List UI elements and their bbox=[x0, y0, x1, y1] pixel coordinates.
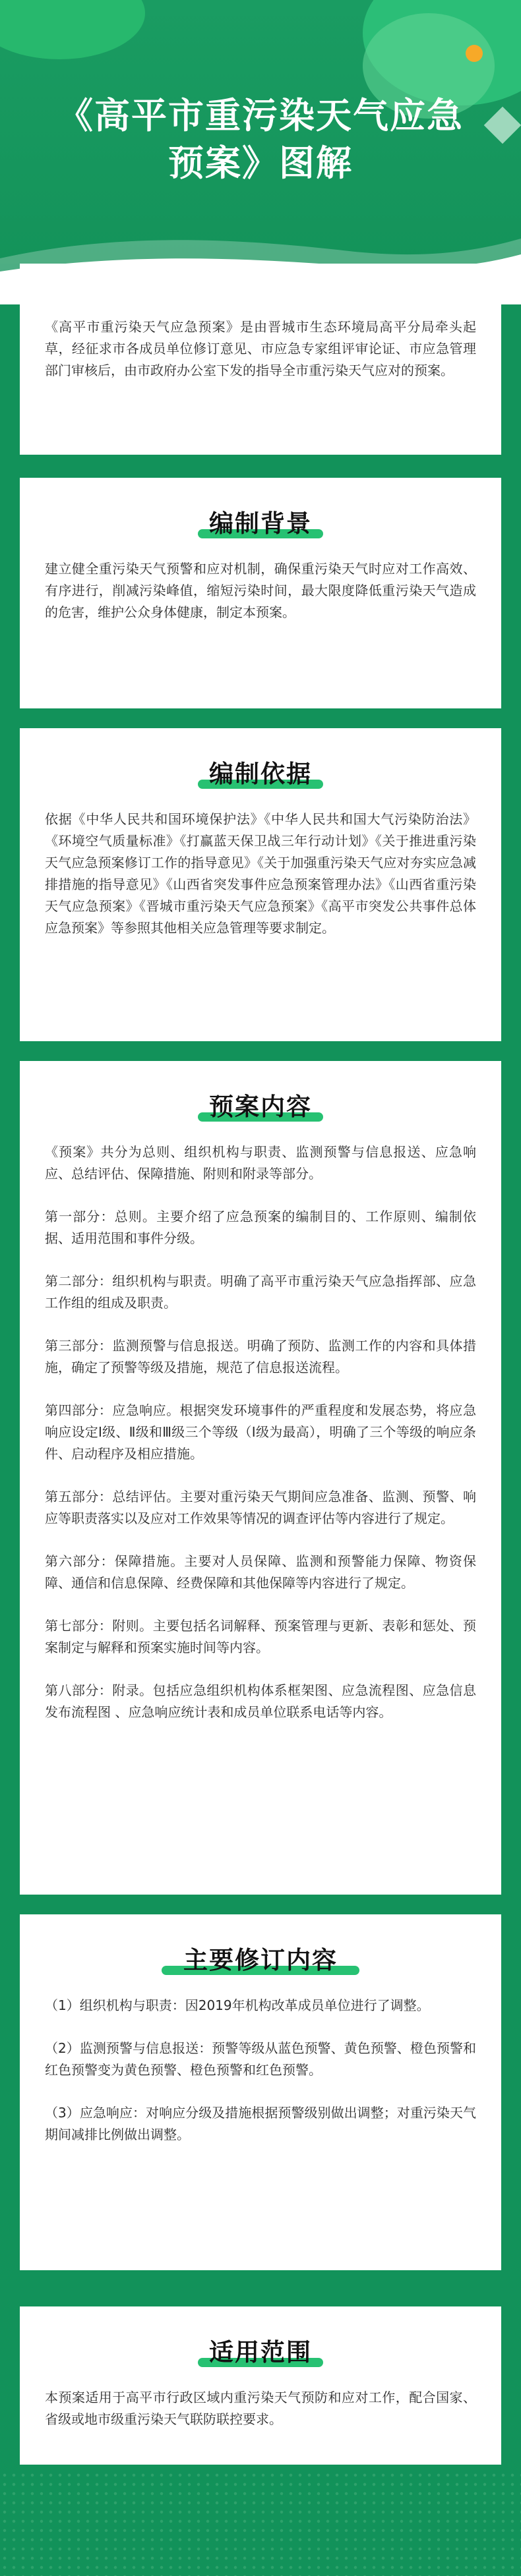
revision-item: （1）组织机构与职责：因2019年机构改革成员单位进行了调整。 bbox=[45, 1997, 430, 2013]
content-paragraph: 第三部分：监测预警与信息报送。明确了预防、监测工作的内容和具体措施，确定了预警等级及措施，规范了信息报送流程。 bbox=[45, 1338, 476, 1375]
background-text: 建立健全重污染天气预警和应对机制，确保重污染天气时应对工作高效、有序进行，削减污染峰值，缩短污染时间，最大限度降低重污染天气造成的危害，维护公众身体健康，制定本预案。 bbox=[45, 561, 476, 620]
section-heading-content: 预案内容 bbox=[45, 1087, 476, 1127]
background-card bbox=[20, 478, 501, 708]
content-paragraphs bbox=[45, 1141, 476, 1723]
orange-circle-icon bbox=[466, 45, 483, 62]
scope-card bbox=[20, 2306, 501, 2465]
title-line-1: 《高平市重污染天气应急 bbox=[57, 95, 464, 136]
content-paragraph: 第二部分：组织机构与职责。明确了高平市重污染天气应急指挥部、应急工作组的组成及职责。 bbox=[45, 1273, 476, 1311]
revision-item: （3）应急响应：对响应分级及措施根据预警级别做出调整；对重污染天气期间减排比例做出调整。 bbox=[45, 2105, 476, 2142]
basis-card bbox=[20, 728, 501, 1041]
section-heading-basis: 编制依据 bbox=[45, 755, 476, 794]
content-card bbox=[20, 1061, 501, 1895]
decor-blob bbox=[0, 0, 145, 59]
content-paragraph: 《预案》共分为总则、组织机构与职责、监测预警与信息报送、应急响应、总结评估、保障措施、附则和附录等部分。 bbox=[45, 1144, 476, 1182]
section-heading-background: 编制背景 bbox=[45, 504, 476, 544]
content-paragraph: 第五部分：总结评估。主要对重污染天气期间应急准备、监测、预警、响应等职责落实以及应对工作效果等情况的调查评估等内容进行了规定。 bbox=[45, 1489, 476, 1526]
content-paragraph: 第六部分：保障措施。主要对人员保障、监测和预警能力保障、物资保障、通信和信息保障、经费保障和其他保障等内容进行了规定。 bbox=[45, 1553, 476, 1591]
revisions-card bbox=[20, 1914, 501, 2270]
decor-dot-pattern bbox=[0, 2471, 521, 2576]
content-paragraph: 第四部分：应急响应。根据突发环境事件的严重程度和发展态势，将应急响应设定Ⅰ级、Ⅱ级和Ⅲ级三个等级（Ⅰ级为最高），明确了三个等级的响应条件、启动程序及相应措施。 bbox=[45, 1402, 476, 1462]
revision-paragraphs bbox=[45, 1995, 476, 2146]
content-paragraph: 第八部分：附录。包括应急组织机构体系框架图、应急流程图、应急信息发布流程图 、应急响应统计表和成员单位联系电话等内容。 bbox=[45, 1682, 476, 1720]
content-paragraph: 第七部分：附则。主要包括名词解释、预案管理与更新、表彰和惩处、预案制定与解释和预案实施时间等内容。 bbox=[45, 1618, 476, 1655]
basis-text: 依据《中华人民共和国环境保护法》《中华人民共和国大气污染防治法》《环境空气质量标准》《打赢蓝天保卫战三年行动计划》《关于推进重污染天气应急预案修订工作的指导意见》《关于加强重污染天气应对夯实应急减排措施的指导意见》《山西省突发事件应急预案管理办法》《山西省重污染天气应急预案》《晋城市重污染天气应急预案》《高平市突发公共事件总体应急预案》等参照其他相关应急管理等要求制定。 bbox=[45, 811, 476, 936]
intro-card bbox=[20, 264, 501, 455]
intro-text: 《高平市重污染天气应急预案》是由晋城市生态环境局高平分局牵头起草，经征求市各成员单位修订意见、市应急专家组评审论证、市应急管理部门审核后，由市政府办公室下发的指导全市重污染天气应对的预案。 bbox=[45, 319, 476, 378]
page-title bbox=[0, 92, 521, 187]
title-line-2: 预案》图解 bbox=[168, 142, 353, 184]
scope-text: 本预案适用于高平市行政区域内重污染天气预防和应对工作，配合国家、省级或地市级重污染天气联防联控要求。 bbox=[45, 2390, 476, 2427]
section-heading-revisions: 主要修订内容 bbox=[45, 1941, 476, 1980]
section-heading-scope: 适用范围 bbox=[45, 2333, 476, 2372]
content-paragraph: 第一部分：总则。主要介绍了应急预案的编制目的、工作原则、编制依据、适用范围和事件分级。 bbox=[45, 1209, 476, 1246]
revision-item: （2）监测预警与信息报送：预警等级从蓝色预警、黄色预警、橙色预警和红色预警变为黄色预警、橙色预警和红色预警。 bbox=[45, 2040, 476, 2078]
